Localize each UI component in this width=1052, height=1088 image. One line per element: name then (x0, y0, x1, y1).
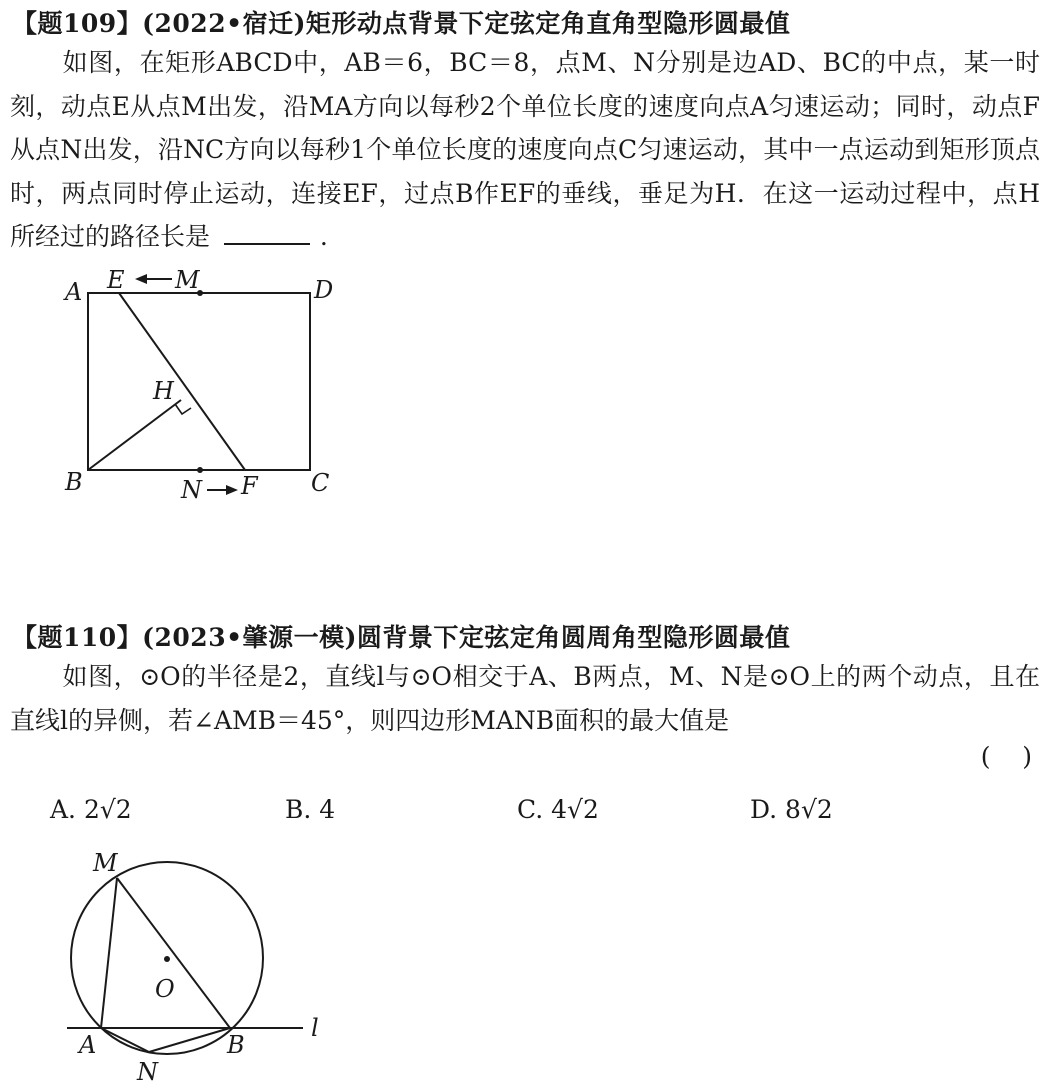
label-h: H (153, 377, 174, 405)
arrow-head-left (135, 274, 147, 284)
answer-parentheses[interactable]: ( ) (980, 742, 1032, 771)
label-c: C (311, 469, 330, 497)
rectangle-figure (55, 262, 355, 507)
rectangle-abcd (88, 293, 310, 470)
label-b: B (65, 468, 83, 496)
label-n: N (181, 476, 202, 504)
label-b: B (227, 1031, 245, 1059)
center-o (164, 956, 170, 962)
label-d: D (314, 276, 334, 304)
segment-ma (101, 878, 117, 1028)
segment-an (101, 1028, 149, 1052)
label-m: M (175, 266, 200, 294)
circle-figure (55, 845, 355, 1088)
problem-109-body: 如图，在矩形ABCD中，AB＝6，BC＝8，点M、N分别是边AD、BC的中点，某一时刻，动点E从点M出发，沿MA方向以每秒2个单位长度的速度向点A匀速运动；同时，动点F从点N出发，沿NC方向以每秒1个单位长度的速度向点C匀速运动，其中一点运动到矩形顶点时，两点同时停止运动，连接EF，过点B作EF的垂线，垂足为H．在这一运动过程中，点H所经过的路径长是 (10, 48, 1040, 251)
segment-bh (88, 400, 181, 470)
label-m: M (93, 849, 118, 877)
right-angle-mark (175, 404, 191, 414)
problem-110-body: 如图，⊙O的半径是2，直线l与⊙O相交于A、B两点，M、N是⊙O上的两个动点，且在直线l的异侧，若∠AMB＝45°，则四边形MANB面积的最大值是 (10, 662, 1040, 735)
label-l: l (311, 1014, 319, 1042)
problem-110-text (10, 655, 1040, 742)
segment-mb (117, 878, 230, 1028)
option-c[interactable]: C. 4√2 (517, 795, 599, 824)
arrow-head-right (226, 485, 238, 495)
problem-109-text (10, 41, 1040, 259)
label-a: A (79, 1031, 97, 1059)
problem-110-title: 【题110】(2023•肇源一模)圆背景下定弦定角圆周角型隐形圆最值 (12, 623, 791, 652)
answer-blank[interactable] (224, 217, 310, 245)
label-o: O (155, 975, 175, 1003)
option-a[interactable]: A. 2√2 (50, 795, 132, 824)
label-n: N (137, 1058, 158, 1086)
problem-109-title: 【题109】(2022•宿迁)矩形动点背景下定弦定角直角型隐形圆最值 (12, 9, 791, 38)
option-d[interactable]: D. 8√2 (750, 795, 833, 824)
label-f: F (241, 472, 258, 500)
label-a: A (65, 278, 83, 306)
point-n (197, 467, 203, 473)
option-b[interactable]: B. 4 (285, 795, 336, 824)
problem-109-end-punct: ． (320, 222, 346, 251)
label-e: E (107, 266, 125, 294)
segment-ef (119, 293, 245, 470)
